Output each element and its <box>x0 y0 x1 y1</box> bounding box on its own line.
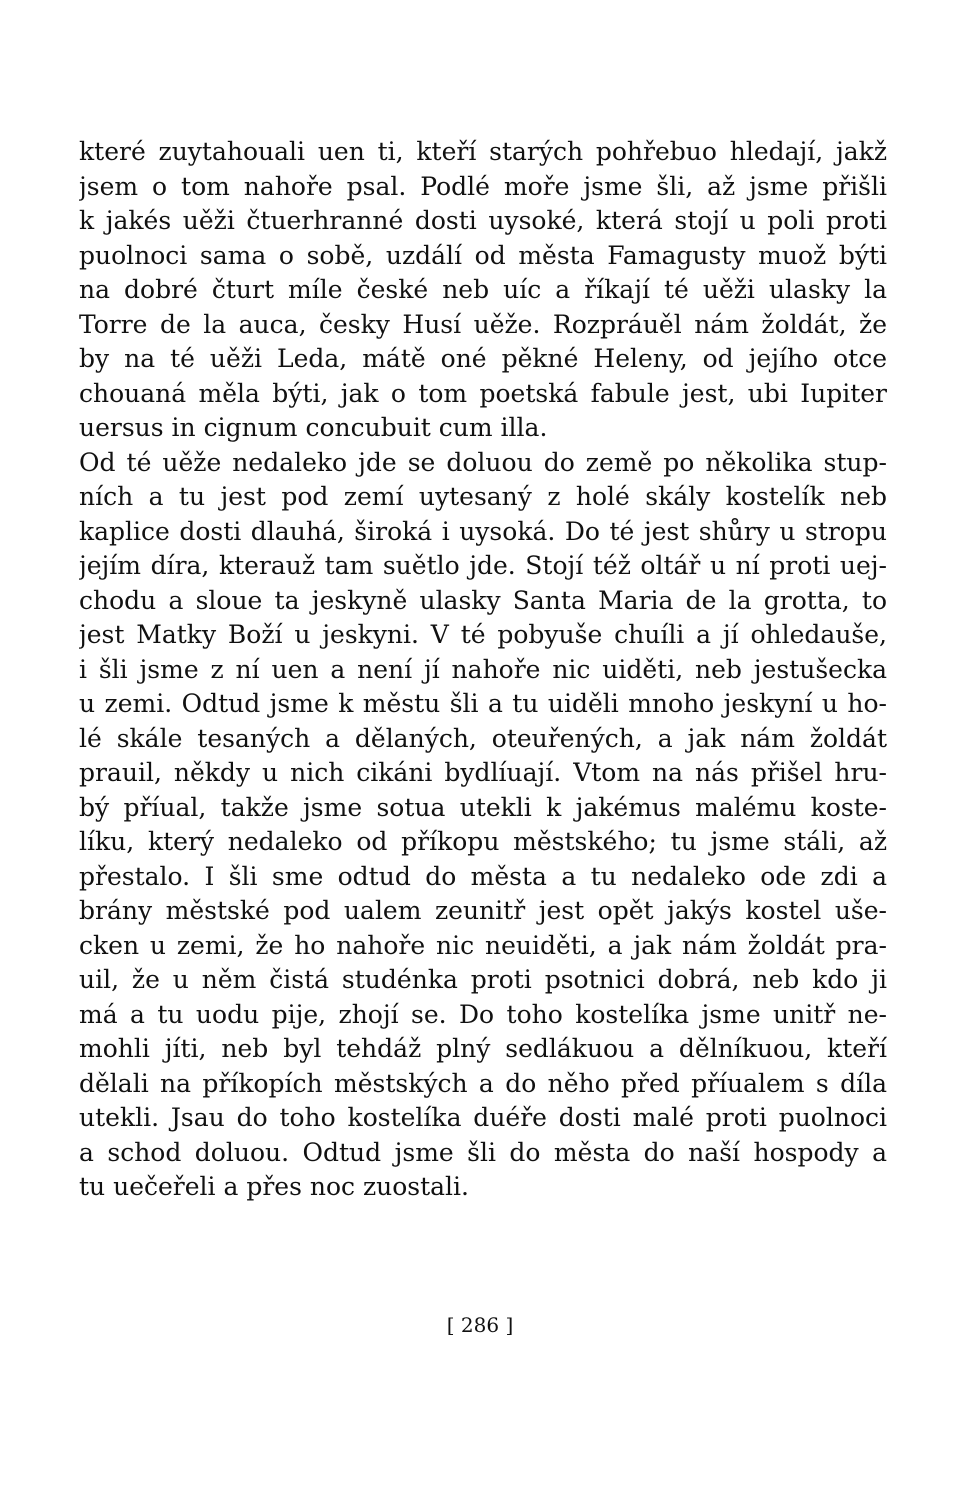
text-line: má a tu uodu pije, zhojí se. Do toho kostelíka jsme unitř ne- <box>79 999 887 1029</box>
text-line: lé skále tesaných a dělaných, oteuřených, a jak nám žoldát <box>79 723 887 753</box>
text-line: tu uečeřeli a přes noc zuostali. <box>79 1172 469 1201</box>
text-line: jsem o tom nahoře psal. Podlé moře jsme šli, až jsme přišli <box>79 171 887 201</box>
text-line: jejím díra, kterauž tam suětlo jde. Stojí též oltář u ní proti uej- <box>79 551 887 580</box>
text-line: uil, že u něm čistá studénka proti psotnici dobrá, neb kdo ji <box>79 965 887 994</box>
text-line: ních a tu jest pod zemí uytesaný z holé skály kostelík neb <box>79 482 887 511</box>
text-line: kaplice dosti dlauhá, široká i uysoká. Do té jest shůry u stropu <box>79 516 887 546</box>
text-line: které zuytahouali uen ti, kteří starých pohřebuo hledají, jakž <box>79 137 887 166</box>
text-line: dělali na příkopích městských a do něho před příualem s díla <box>79 1068 887 1098</box>
body-text <box>79 135 887 1205</box>
text-line: k jakés uěži čtuerhranné dosti uysoké, která stojí u poli proti <box>79 206 887 235</box>
page-number: [ 286 ] <box>446 1313 514 1337</box>
text-line: chodu a sloue ta jeskyně ulasky Santa Maria de la grotta, to <box>79 585 887 615</box>
text-line: Torre de la auca, česky Husí uěže. Rozpráuěl nám žoldát, že <box>79 309 887 339</box>
text-line: jest Matky Boží u jeskyni. V té pobyuše chuíli a jí ohledauše, <box>79 620 887 649</box>
text-line: puolnoci sama o sobě, uzdálí od města Famagusty muož býti <box>79 240 887 270</box>
text-line: uersus in cignum concubuit cum illa. <box>79 413 548 442</box>
text-line: mohli jíti, neb byl tehdáž plný sedlákuou a dělníkuou, kteří <box>79 1034 887 1063</box>
text-line: i šli jsme z ní uen a není jí nahoře nic uiděti, neb jestušecka <box>79 654 887 684</box>
text-line: přestalo. I šli sme odtud do města a tu nedaleko ode zdi a <box>79 861 887 891</box>
text-line: bý příual, takže jsme sotua utekli k jakémus malému koste- <box>79 792 887 822</box>
text-line: chouaná měla býti, jak o tom poetská fabule jest, ubi Iupiter <box>79 378 887 408</box>
text-line: a schod doluou. Odtud jsme šli do města do naší hospody a <box>79 1137 887 1167</box>
text-line: utekli. Jsau do toho kostelíka duéře dosti malé proti puolnoci <box>79 1103 887 1132</box>
text-line: Od té uěže nedaleko jde se doluou do země po několika stup- <box>79 447 887 477</box>
text-line: na dobré čturt míle české neb uíc a říkají té uěži ulasky la <box>79 275 887 304</box>
text-line: u zemi. Odtud jsme k městu šli a tu uiděli mnoho jeskyní u ho- <box>79 689 887 718</box>
text-line: by na té uěži Leda, mátě oné pěkné Heleny, od jejího otce <box>79 344 887 373</box>
text-line: prauil, někdy u nich cikáni bydlíuají. Vtom na nás přišel hru- <box>79 758 887 787</box>
text-line: brány městské pod ualem zeunitř jest opět jakýs kostel uše- <box>79 896 887 925</box>
text-line: líku, který nedaleko od příkopu městského; tu jsme stáli, až <box>79 827 887 856</box>
text-line: cken u zemi, že ho nahoře nic neuiděti, a jak nám žoldát pra- <box>79 930 887 960</box>
